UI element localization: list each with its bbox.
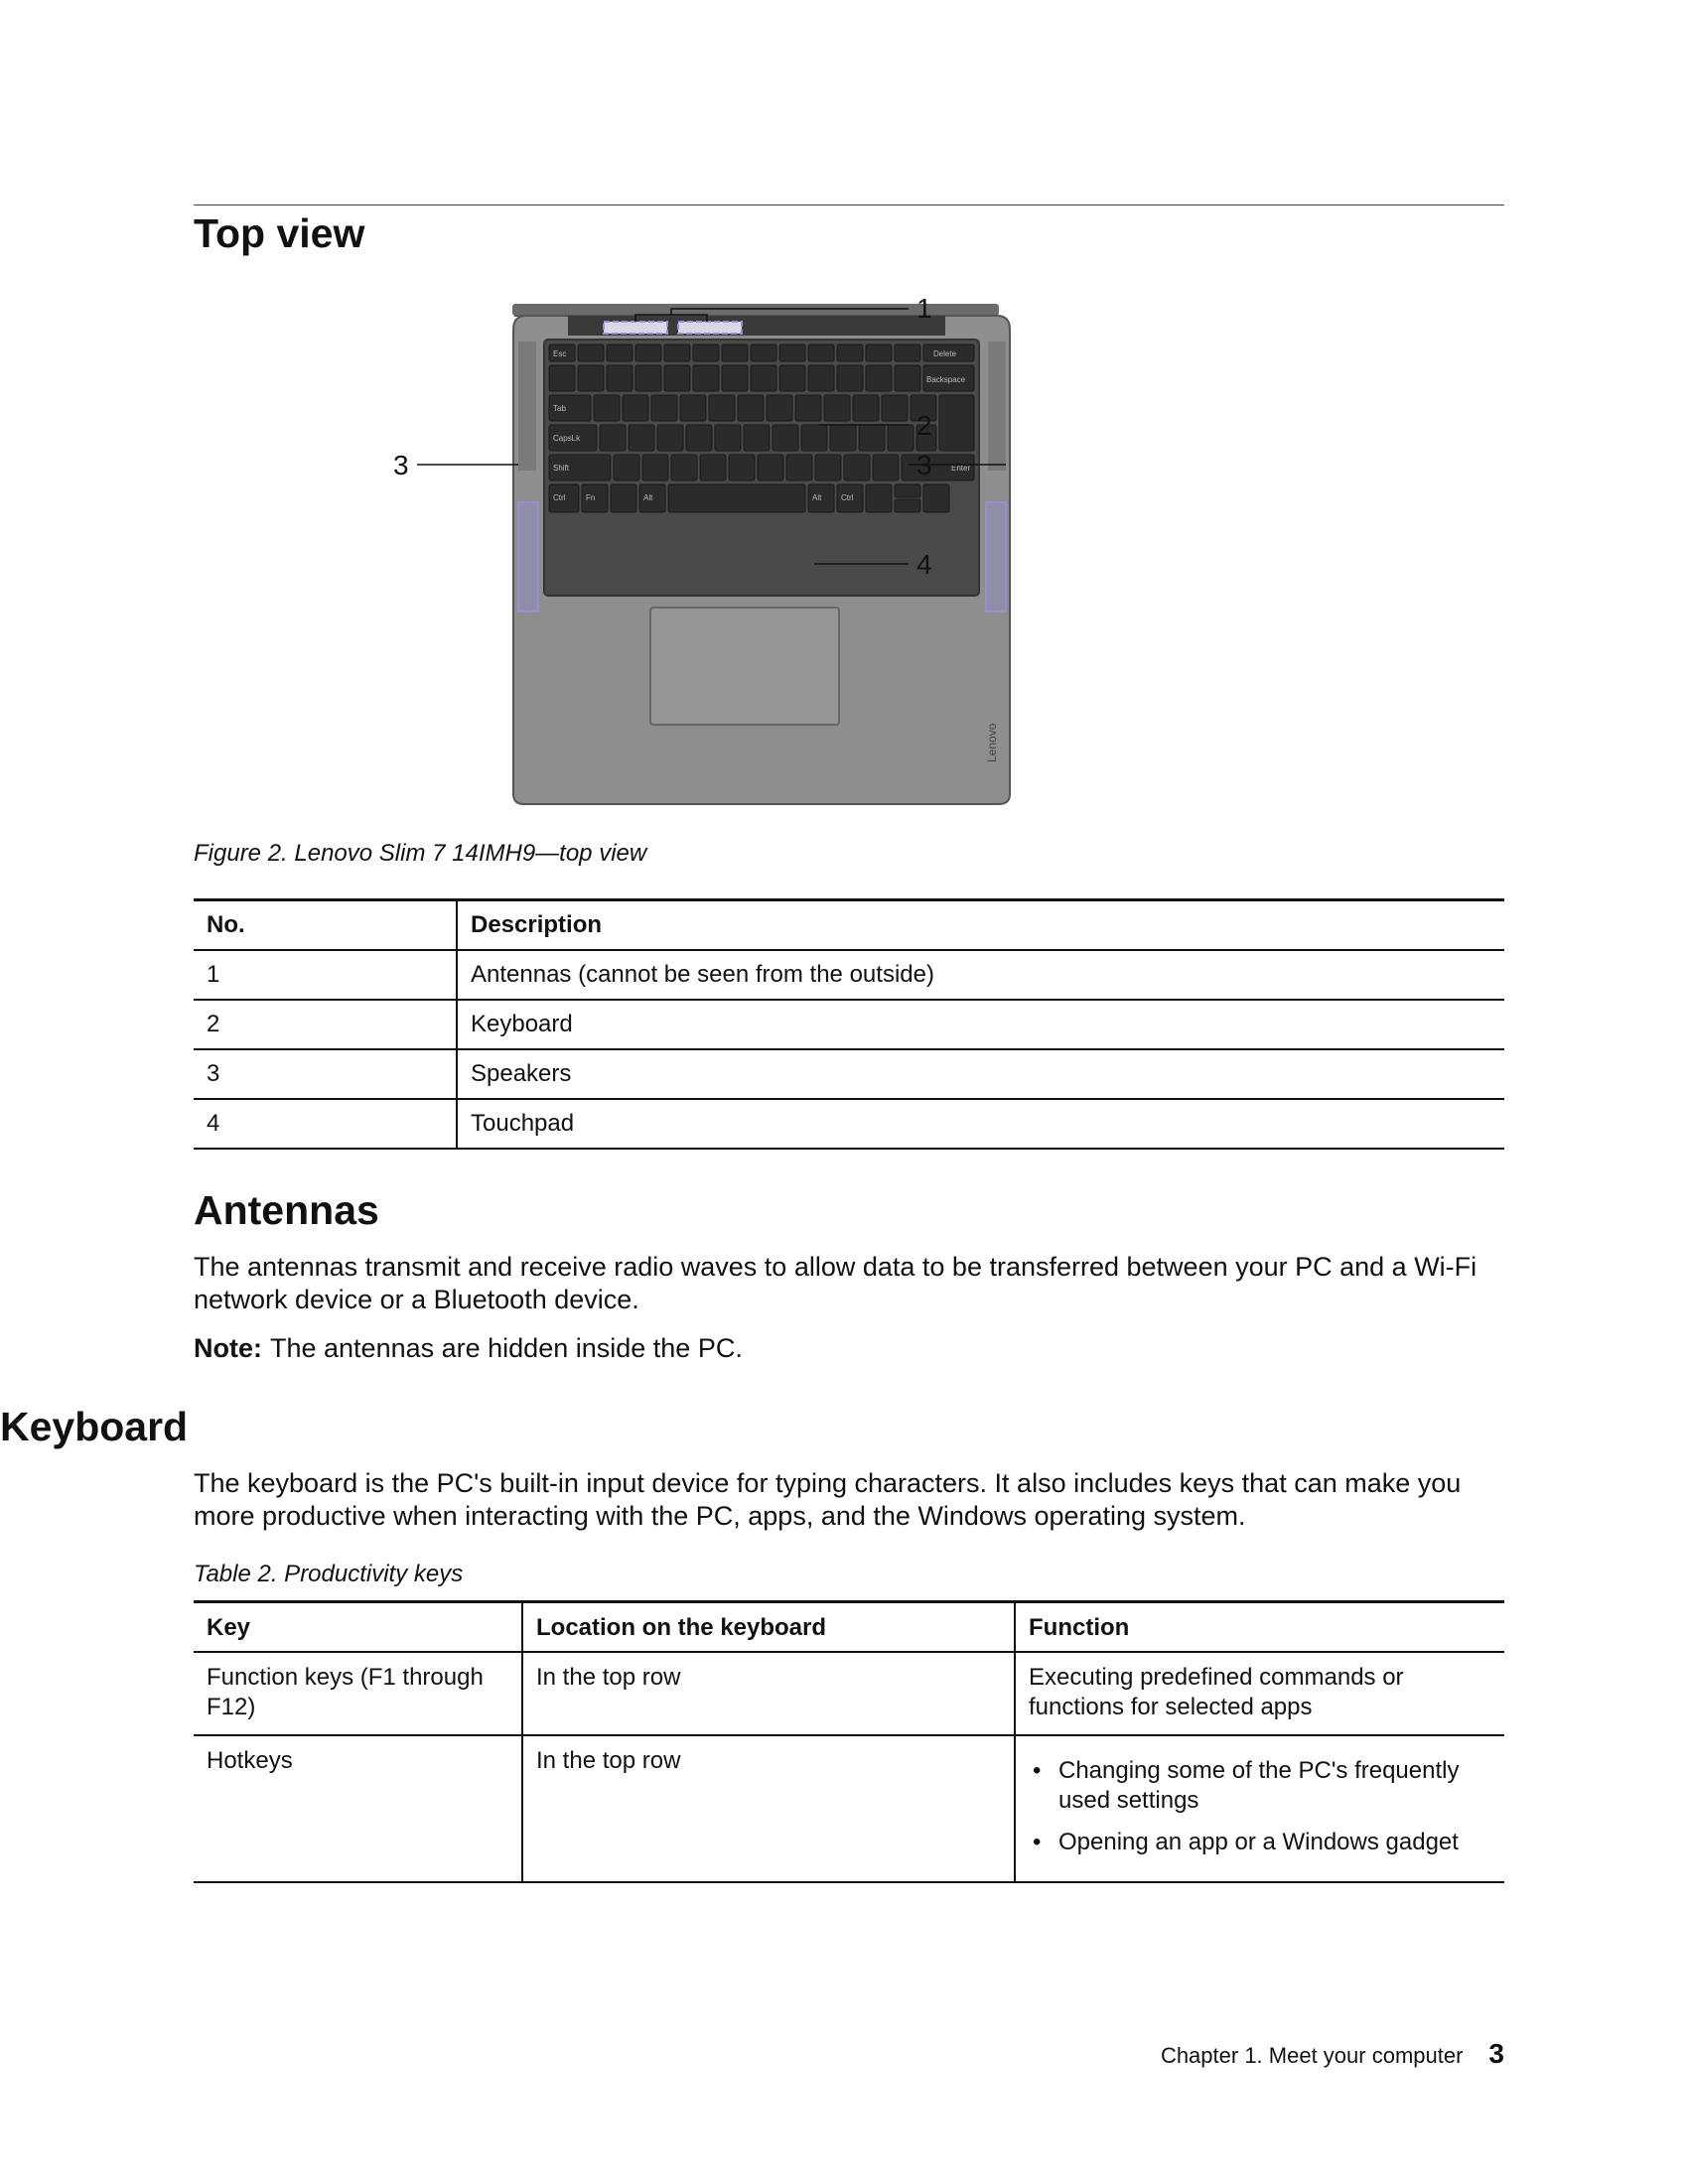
key: [722, 365, 748, 391]
antennas-body: The antennas transmit and receive radio waves to allow data to be transferred between your PC and a Wi-Fi network device or a Bluetooth device.: [194, 1252, 1477, 1314]
key: [815, 455, 841, 480]
key: [866, 344, 892, 361]
key-label-shift: Shift: [553, 464, 570, 473]
key: [866, 365, 892, 391]
footer-chapter: Chapter 1. Meet your computer: [1160, 2043, 1464, 2068]
cell-description: Antennas (cannot be seen from the outside): [457, 950, 1504, 1000]
key: [680, 395, 706, 421]
cell-no: 1: [194, 950, 457, 1000]
key: [801, 425, 827, 451]
key-label-fn: Fn: [586, 493, 596, 502]
list-item: • Opening an app or a Windows gadget: [1058, 1828, 1491, 1857]
heading-top-view: Top view: [194, 210, 365, 256]
callout-1: 1: [916, 293, 932, 324]
keyboard-body: The keyboard is the PC's built-in input device for typing characters. It also includes keys that can make you more productive when interacting with the PC, apps, and the Windows operating system.: [194, 1468, 1462, 1531]
key: [830, 425, 856, 451]
touchpad: [650, 608, 839, 725]
key: [611, 484, 636, 512]
key: [895, 365, 920, 391]
cell-key: Function keys (F1 through F12): [194, 1652, 522, 1735]
key: [738, 395, 764, 421]
key: [600, 425, 626, 451]
table-header-row: [194, 900, 1504, 950]
table-row: [194, 1735, 1504, 1882]
key: [664, 365, 690, 391]
key: [895, 344, 920, 361]
cell-description: Keyboard: [457, 1000, 1504, 1049]
key: [837, 344, 863, 361]
callout-2: 2: [916, 410, 932, 441]
key: [844, 455, 870, 480]
page-footer: [1161, 2038, 1504, 2070]
key: [758, 455, 783, 480]
key-label-enter: Enter: [951, 464, 971, 473]
key: [635, 344, 661, 361]
note-text: The antennas are hidden inside the PC.: [270, 1333, 743, 1363]
speaker-left: [518, 502, 538, 612]
key: [895, 499, 920, 512]
heading-antennas: Antennas: [194, 1187, 379, 1233]
lenovo-logo: Lenovo: [985, 723, 999, 762]
antenna-left: [604, 322, 667, 334]
key: [888, 425, 914, 451]
header-location: Location on the keyboard: [522, 1602, 1015, 1653]
header-no: No.: [194, 900, 457, 950]
key: [837, 365, 863, 391]
laptop-top-view-figure: [393, 266, 1311, 822]
page-number: 3: [1488, 2038, 1504, 2069]
cell-description: Touchpad: [457, 1099, 1504, 1149]
table-row: [194, 1099, 1504, 1149]
key: [578, 365, 604, 391]
speaker-grille-left: [518, 341, 536, 471]
key: [808, 365, 834, 391]
cell-description: Speakers: [457, 1049, 1504, 1099]
productivity-keys-table: [194, 1600, 1504, 1883]
speaker-right: [986, 502, 1006, 612]
list-item: • Changing some of the PC's frequently used settings: [1058, 1756, 1491, 1816]
keyboard-keys: [549, 344, 974, 512]
key: [623, 395, 648, 421]
key: [651, 395, 677, 421]
key: [594, 395, 620, 421]
key: [614, 455, 639, 480]
key: [923, 484, 949, 512]
key: [751, 365, 776, 391]
table-row: [194, 1049, 1504, 1099]
key: [607, 344, 633, 361]
table-row: [194, 1000, 1504, 1049]
key: [853, 395, 879, 421]
speaker-grille-right: [988, 341, 1006, 471]
note-label: Note:: [194, 1333, 262, 1363]
key: [549, 365, 575, 391]
key: [686, 425, 712, 451]
key-label-esc: Esc: [553, 349, 567, 358]
key: [664, 344, 690, 361]
key-label-backspace: Backspace: [926, 375, 966, 384]
key: [824, 395, 850, 421]
table-caption: Table 2. Productivity keys: [194, 1561, 464, 1587]
key: [882, 395, 908, 421]
key: [744, 425, 770, 451]
function-list: [1029, 1756, 1491, 1857]
cell-no: 3: [194, 1049, 457, 1099]
antenna-right: [678, 322, 742, 334]
key-label-alt-right: Alt: [812, 493, 822, 502]
key: [629, 425, 654, 451]
components-table: [194, 898, 1504, 1150]
key: [859, 425, 885, 451]
key: [767, 395, 792, 421]
cell-function: Executing predefined commands or functions for selected apps: [1015, 1652, 1504, 1735]
key: [642, 455, 668, 480]
key: [657, 425, 683, 451]
cell-location: In the top row: [522, 1735, 1015, 1882]
table-row: [194, 1652, 1504, 1735]
antennas-note: [194, 1332, 1514, 1365]
key-label-tab: Tab: [553, 404, 566, 413]
callout-3-right: 3: [916, 450, 932, 480]
key: [722, 344, 748, 361]
key: [578, 344, 604, 361]
key: [795, 395, 821, 421]
cell-key: Hotkeys: [194, 1735, 522, 1882]
header-description: Description: [457, 900, 1504, 950]
key-label-ctrl: Ctrl: [553, 493, 566, 502]
key: [939, 395, 974, 451]
header-key: Key: [194, 1602, 522, 1653]
callout-3-left: 3: [393, 450, 409, 480]
table-row: [194, 950, 1504, 1000]
key: [700, 455, 726, 480]
key-label-capslock: CapsLk: [553, 434, 581, 443]
heading-keyboard: Keyboard: [0, 1404, 189, 1449]
key: [779, 344, 805, 361]
key: [607, 365, 633, 391]
cell-no: 4: [194, 1099, 457, 1149]
cell-no: 2: [194, 1000, 457, 1049]
key: [715, 425, 741, 451]
key: [779, 365, 805, 391]
figure-caption: Figure 2. Lenovo Slim 7 14IMH9—top view: [194, 840, 647, 867]
key: [773, 425, 798, 451]
key: [808, 344, 834, 361]
key: [866, 484, 892, 512]
callout-4: 4: [916, 549, 932, 580]
key: [873, 455, 899, 480]
key: [635, 365, 661, 391]
key-label-ctrl-right: Ctrl: [841, 493, 854, 502]
cell-location: In the top row: [522, 1652, 1015, 1735]
key: [786, 455, 812, 480]
cell-function: [1015, 1735, 1504, 1882]
key-label-delete: Delete: [933, 349, 957, 358]
key: [668, 484, 805, 512]
key-label-alt: Alt: [643, 493, 653, 502]
key: [671, 455, 697, 480]
key: [895, 484, 920, 497]
key: [751, 344, 776, 361]
table-header-row: [194, 1602, 1504, 1653]
key: [709, 395, 735, 421]
key: [693, 344, 719, 361]
header-function: Function: [1015, 1602, 1504, 1653]
key: [729, 455, 755, 480]
key: [693, 365, 719, 391]
